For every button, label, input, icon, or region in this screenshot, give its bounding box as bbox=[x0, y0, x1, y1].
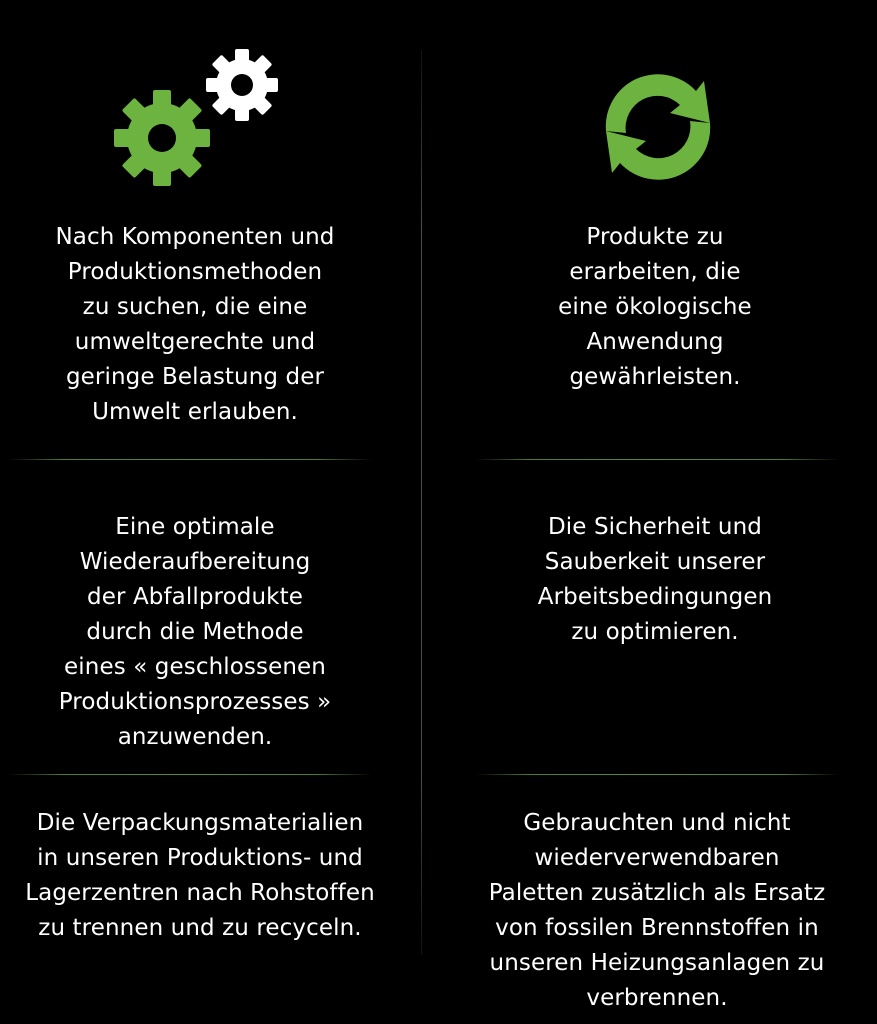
text-line: anzuwenden. bbox=[117, 724, 273, 750]
text-line: Die Verpackungsmaterialien bbox=[36, 810, 364, 836]
text-line: in unseren Produktions- und bbox=[37, 845, 363, 871]
text-line: eine ökologische bbox=[558, 294, 752, 320]
divider-right-1 bbox=[475, 459, 839, 460]
text-line: Wiederaufbereitung bbox=[79, 549, 311, 575]
text-line: von fossilen Brennstoffen in bbox=[495, 915, 819, 941]
text-line: Gebrauchten und nicht bbox=[523, 810, 791, 836]
recycle-arrows-icon bbox=[596, 62, 720, 192]
divider-left-2 bbox=[8, 774, 372, 775]
text-line: Sauberkeit unserer bbox=[544, 549, 766, 575]
text-line: zu suchen, die eine bbox=[82, 294, 308, 320]
text-line: der Abfallprodukte bbox=[87, 584, 303, 610]
green-gear-icon bbox=[114, 90, 210, 186]
text-line: verbrennen. bbox=[586, 985, 728, 1011]
text-line: durch die Methode bbox=[86, 619, 304, 645]
text-line: Paletten zusätzlich als Ersatz bbox=[488, 880, 826, 906]
text-line: eines « geschlossenen bbox=[64, 654, 326, 680]
text-line: wiederverwendbaren bbox=[534, 845, 780, 871]
cell-top-right bbox=[470, 220, 840, 395]
text-line: Eine optimale bbox=[115, 514, 275, 540]
cell-top-left bbox=[10, 220, 380, 430]
text-line: geringe Belastung der bbox=[65, 364, 325, 390]
text-line: gewährleisten. bbox=[569, 364, 741, 390]
white-gear-icon bbox=[206, 49, 278, 121]
text-line: Produktionsprozesses » bbox=[58, 689, 332, 715]
text-line: unseren Heizungsanlagen zu bbox=[489, 950, 825, 976]
text-line: Umwelt erlauben. bbox=[92, 399, 298, 425]
text-line: erarbeiten, die bbox=[569, 259, 741, 285]
cell-middle-left bbox=[10, 510, 380, 755]
text-line: Lagerzentren nach Rohstoffen bbox=[25, 880, 375, 906]
divider-right-2 bbox=[475, 774, 839, 775]
text-line: zu trennen und zu recyceln. bbox=[38, 915, 362, 941]
cell-middle-right bbox=[470, 510, 840, 650]
vertical-divider bbox=[421, 50, 422, 955]
text-line: Produkte zu bbox=[586, 224, 724, 250]
text-line: Die Sicherheit und bbox=[548, 514, 762, 540]
divider-left-1 bbox=[8, 459, 372, 460]
text-line: Arbeitsbedingungen bbox=[537, 584, 773, 610]
gears-icon bbox=[110, 45, 285, 195]
cell-bottom-left bbox=[0, 806, 400, 946]
text-line: Anwendung bbox=[586, 329, 724, 355]
text-line: umweltgerechte und bbox=[74, 329, 316, 355]
cell-bottom-right bbox=[457, 806, 857, 1016]
text-line: Nach Komponenten und bbox=[55, 224, 335, 250]
text-line: zu optimieren. bbox=[571, 619, 739, 645]
text-line: Produktionsmethoden bbox=[67, 259, 323, 285]
